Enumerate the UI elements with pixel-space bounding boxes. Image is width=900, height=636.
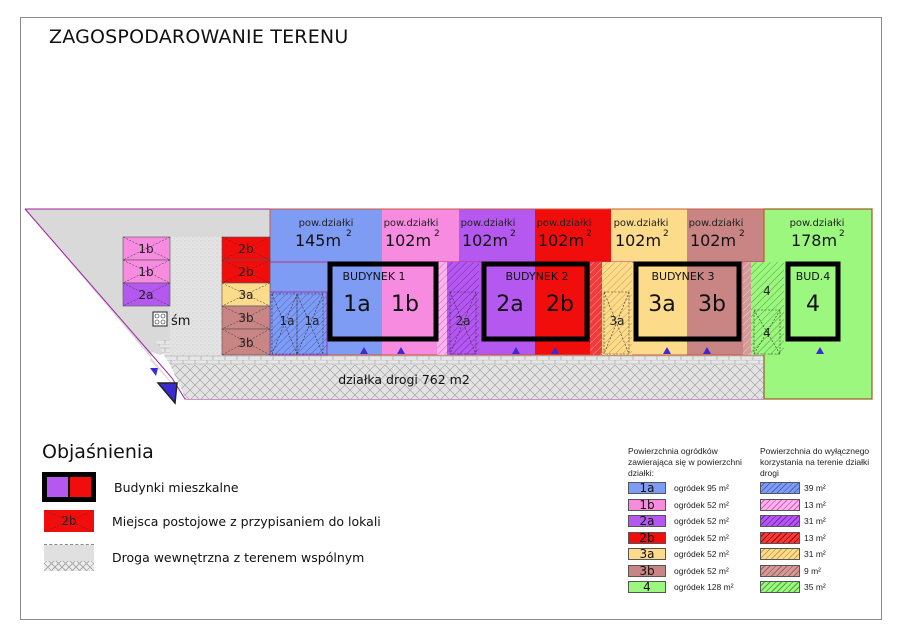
exclusive-3b	[743, 262, 751, 355]
entry-arrow-icon	[158, 383, 177, 403]
svg-text:1a: 1a	[343, 292, 371, 317]
road-label: działka drogi 762 m2	[338, 372, 470, 387]
legend-item-parking	[42, 510, 381, 532]
svg-text:BUDYNEK 3: BUDYNEK 3	[651, 270, 715, 283]
residential-swatch	[42, 472, 96, 502]
exclusive-2a	[447, 262, 479, 355]
svg-text:pow.działki: pow.działki	[613, 218, 669, 229]
parking-right-column	[222, 237, 270, 355]
waste-label: śm	[171, 314, 191, 329]
svg-text:3b: 3b	[238, 336, 254, 350]
strip-label-1a: 1a	[279, 314, 295, 328]
svg-text:2: 2	[434, 229, 440, 239]
unit-swatch: 4	[628, 581, 666, 593]
svg-text:1b: 1b	[138, 242, 154, 256]
svg-text:1b: 1b	[391, 292, 419, 317]
legend-title: Objaśnienia	[42, 441, 154, 463]
table-row: 1b ogródek 52 m²	[628, 497, 753, 514]
page-title: ZAGOSPODAROWANIE TERENU	[49, 26, 349, 48]
strip-label-1a: 1a	[304, 314, 320, 328]
gardens-table	[628, 446, 753, 596]
svg-text:BUD.4: BUD.4	[795, 270, 831, 283]
legend-item-road	[42, 544, 364, 571]
table-row: 39 m²	[760, 480, 878, 497]
legend-label: Miejsca postojowe z przypisaniem do lokali	[112, 513, 381, 529]
svg-text:2b: 2b	[238, 265, 254, 279]
hatch-swatch-1b	[760, 499, 800, 511]
parking-left-column	[123, 237, 170, 306]
svg-text:3a: 3a	[238, 288, 254, 302]
svg-text:102m: 102m	[461, 231, 509, 250]
strip-label-2a: 2a	[455, 314, 471, 328]
unit-swatch: 2b	[628, 532, 666, 544]
unit-swatch: 1a	[628, 482, 666, 494]
hatch-swatch-1a	[760, 482, 800, 494]
table-row: 4 ogródek 128 m²	[628, 579, 753, 596]
table-row: 13 m²	[760, 530, 878, 547]
svg-text:2b: 2b	[546, 292, 574, 317]
svg-text:2: 2	[586, 229, 592, 239]
road-swatch	[44, 544, 94, 571]
svg-text:BUDYNEK 1: BUDYNEK 1	[342, 270, 406, 283]
svg-text:2a: 2a	[496, 292, 524, 317]
table-row: 1a ogródek 95 m²	[628, 480, 753, 497]
table-row: 3a ogródek 52 m²	[628, 546, 753, 563]
svg-text:102m: 102m	[689, 231, 737, 250]
table-row: 2a ogródek 52 m²	[628, 513, 753, 530]
hatch-swatch-2a	[760, 515, 800, 527]
exclusive-3a	[602, 262, 632, 355]
strip-label-4: 4	[763, 326, 771, 340]
table-row: 31 m²	[760, 513, 878, 530]
paved-strip	[170, 355, 813, 365]
legend-label: Droga wewnętrzna z terenem wspólnym	[112, 550, 365, 565]
exclusive-table-heading: Powierzchnia do wyłącznego korzystania na terenie działki drogi	[760, 446, 870, 478]
svg-text:102m: 102m	[614, 231, 662, 250]
svg-text:2: 2	[346, 229, 352, 239]
svg-text:102m: 102m	[537, 231, 585, 250]
unit-swatch: 3a	[628, 548, 666, 560]
svg-text:pow.działki: pow.działki	[460, 218, 516, 229]
svg-text:pow.działki: pow.działki	[688, 218, 744, 229]
svg-text:pow.działki: pow.działki	[298, 218, 354, 229]
svg-text:2: 2	[739, 229, 745, 239]
internal-road	[170, 365, 813, 399]
svg-text:2: 2	[510, 229, 516, 239]
entry-arrow-small-icon	[150, 368, 158, 376]
svg-text:102m: 102m	[384, 231, 432, 250]
driveway	[170, 237, 222, 355]
hatch-swatch-3b	[760, 565, 800, 577]
waste-bin-icon	[153, 312, 167, 326]
strip-label-3a: 3a	[609, 314, 625, 328]
exclusive-4	[751, 262, 784, 355]
svg-text:3a: 3a	[648, 292, 676, 317]
svg-text:pow.działki: pow.działki	[536, 218, 592, 229]
exclusive-use-table	[760, 446, 878, 596]
parking-swatch: 2b	[44, 510, 94, 532]
svg-text:1b: 1b	[138, 265, 154, 279]
svg-text:2: 2	[839, 229, 845, 239]
svg-text:3b: 3b	[698, 292, 726, 317]
unit-swatch: 2a	[628, 515, 666, 527]
legend-label: Budynki mieszkalne	[114, 479, 239, 495]
svg-text:2a: 2a	[138, 288, 154, 302]
hatch-swatch-3a	[760, 548, 800, 560]
unit-swatch: 1b	[628, 499, 666, 511]
svg-text:BUDYNEK 2: BUDYNEK 2	[505, 270, 569, 283]
gardens-table-heading: Powierzchnia ogródków zawierająca się w powierzchni działki:	[628, 446, 742, 478]
table-row: 3b ogródek 52 m²	[628, 563, 753, 580]
unit-swatch: 3b	[628, 565, 666, 577]
svg-text:178m: 178m	[790, 231, 838, 250]
svg-text:2b: 2b	[238, 242, 254, 256]
svg-text:pow.działki: pow.działki	[789, 218, 845, 229]
svg-text:2: 2	[663, 229, 669, 239]
table-row: 13 m²	[760, 497, 878, 514]
svg-text:3b: 3b	[238, 311, 254, 325]
exclusive-2b	[590, 262, 602, 355]
hatch-swatch-4	[760, 581, 800, 593]
svg-text:145m: 145m	[294, 231, 342, 250]
legend-item-residential	[42, 472, 239, 502]
table-row: 9 m²	[760, 563, 878, 580]
table-row: 2b ogródek 52 m²	[628, 530, 753, 547]
table-row: 31 m²	[760, 546, 878, 563]
strip-label-4: 4	[763, 284, 771, 298]
hatch-swatch-2b	[760, 532, 800, 544]
table-row: 35 m²	[760, 579, 878, 596]
svg-text:pow.działki: pow.działki	[383, 218, 439, 229]
svg-text:4: 4	[806, 292, 820, 317]
